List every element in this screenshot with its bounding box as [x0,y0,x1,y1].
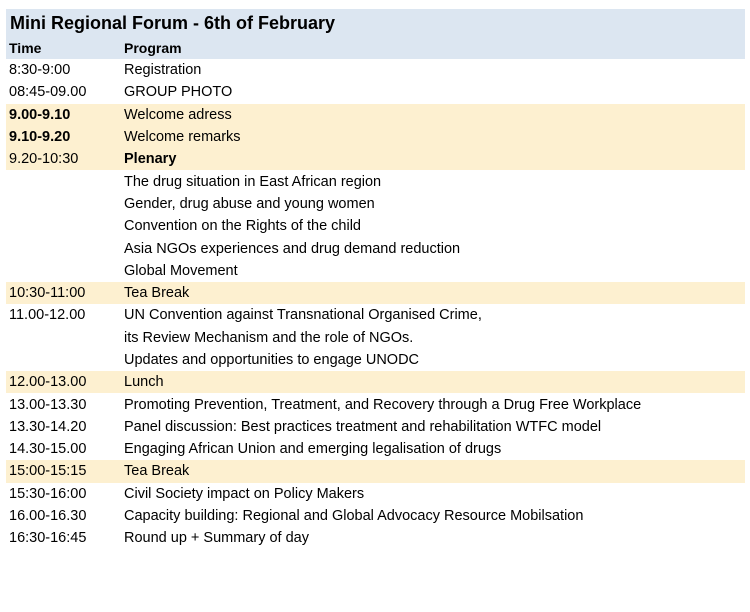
schedule-row [6,371,745,393]
program-cell: The drug situation in East African region [124,173,382,190]
program-column-header: Program [124,40,182,56]
time-cell: 15:30-16:00 [9,485,87,502]
program-cell: Convention on the Rights of the child [124,218,361,235]
schedule-row [6,81,745,103]
schedule-title: Mini Regional Forum - 6th of February [6,9,745,37]
header-row [6,37,745,59]
time-cell: 16.00-16.30 [9,508,87,525]
schedule-row [6,483,745,505]
program-cell: Welcome adress [124,106,232,123]
schedule-row [6,282,745,304]
program-cell: UN Convention against Transnational Organised Crime, [124,307,482,324]
program-cell: Round up + Summary of day [124,530,309,547]
program-cell: Asia NGOs experiences and drug demand reduction [124,240,461,257]
time-cell: 13.30-14.20 [9,418,87,435]
schedule-row [6,416,745,438]
time-cell: 16:30-16:45 [9,530,87,547]
program-cell: Registration [124,62,202,79]
schedule-row [6,327,745,349]
program-cell: Updates and opportunities to engage UNODC [124,352,420,368]
schedule-row [6,438,745,460]
time-cell: 9.20-10:30 [9,151,79,168]
schedule-row [6,260,745,282]
program-cell: Welcome remarks [124,129,241,146]
schedule-row [6,193,745,215]
program-cell: Capacity building: Regional and Global Advocacy Resource Mobilsation [124,508,584,525]
program-cell: its Review Mechanism and the role of NGOs. [124,329,414,346]
program-cell: Plenary [124,151,177,168]
schedule-row [6,527,745,549]
schedule-row [6,215,745,237]
program-cell: Global Movement [124,262,238,279]
schedule-row [6,304,745,326]
time-column-header: Time [9,40,42,56]
schedule-row [6,104,745,126]
schedule-row [6,59,745,81]
program-cell: Engaging African Union and emerging legalisation of drugs [124,441,502,458]
schedule-row [6,126,745,148]
schedule-row [6,170,745,192]
program-cell: Tea Break [124,285,190,302]
schedule-rows [6,59,745,550]
time-cell: 9.00-9.10 [9,106,71,123]
schedule-row [6,460,745,482]
schedule-row [6,349,745,371]
program-cell: Promoting Prevention, Treatment, and Recovery through a Drug Free Workplace [124,396,642,413]
program-cell: GROUP PHOTO [124,84,233,101]
program-cell: Lunch [124,374,164,391]
schedule-row [6,237,745,259]
time-cell: 9.10-9.20 [9,129,71,146]
program-cell: Civil Society impact on Policy Makers [124,485,365,502]
time-cell: 15:00-15:15 [9,463,87,480]
time-cell: 8:30-9:00 [9,62,71,79]
program-cell: Gender, drug abuse and young women [124,195,375,212]
time-cell: 11.00-12.00 [9,307,86,324]
schedule-row [6,393,745,415]
time-cell: 14.30-15.00 [9,441,87,458]
program-cell: Panel discussion: Best practices treatment and rehabilitation WTFC model [124,418,602,435]
schedule-row [6,148,745,170]
program-cell: Tea Break [124,463,190,480]
time-cell: 12.00-13.00 [9,374,87,391]
time-cell: 08:45-09.00 [9,84,87,101]
schedule-table [6,9,745,550]
time-cell: 13.00-13.30 [9,396,87,413]
time-cell: 10:30-11:00 [9,285,86,302]
schedule-row [6,505,745,527]
